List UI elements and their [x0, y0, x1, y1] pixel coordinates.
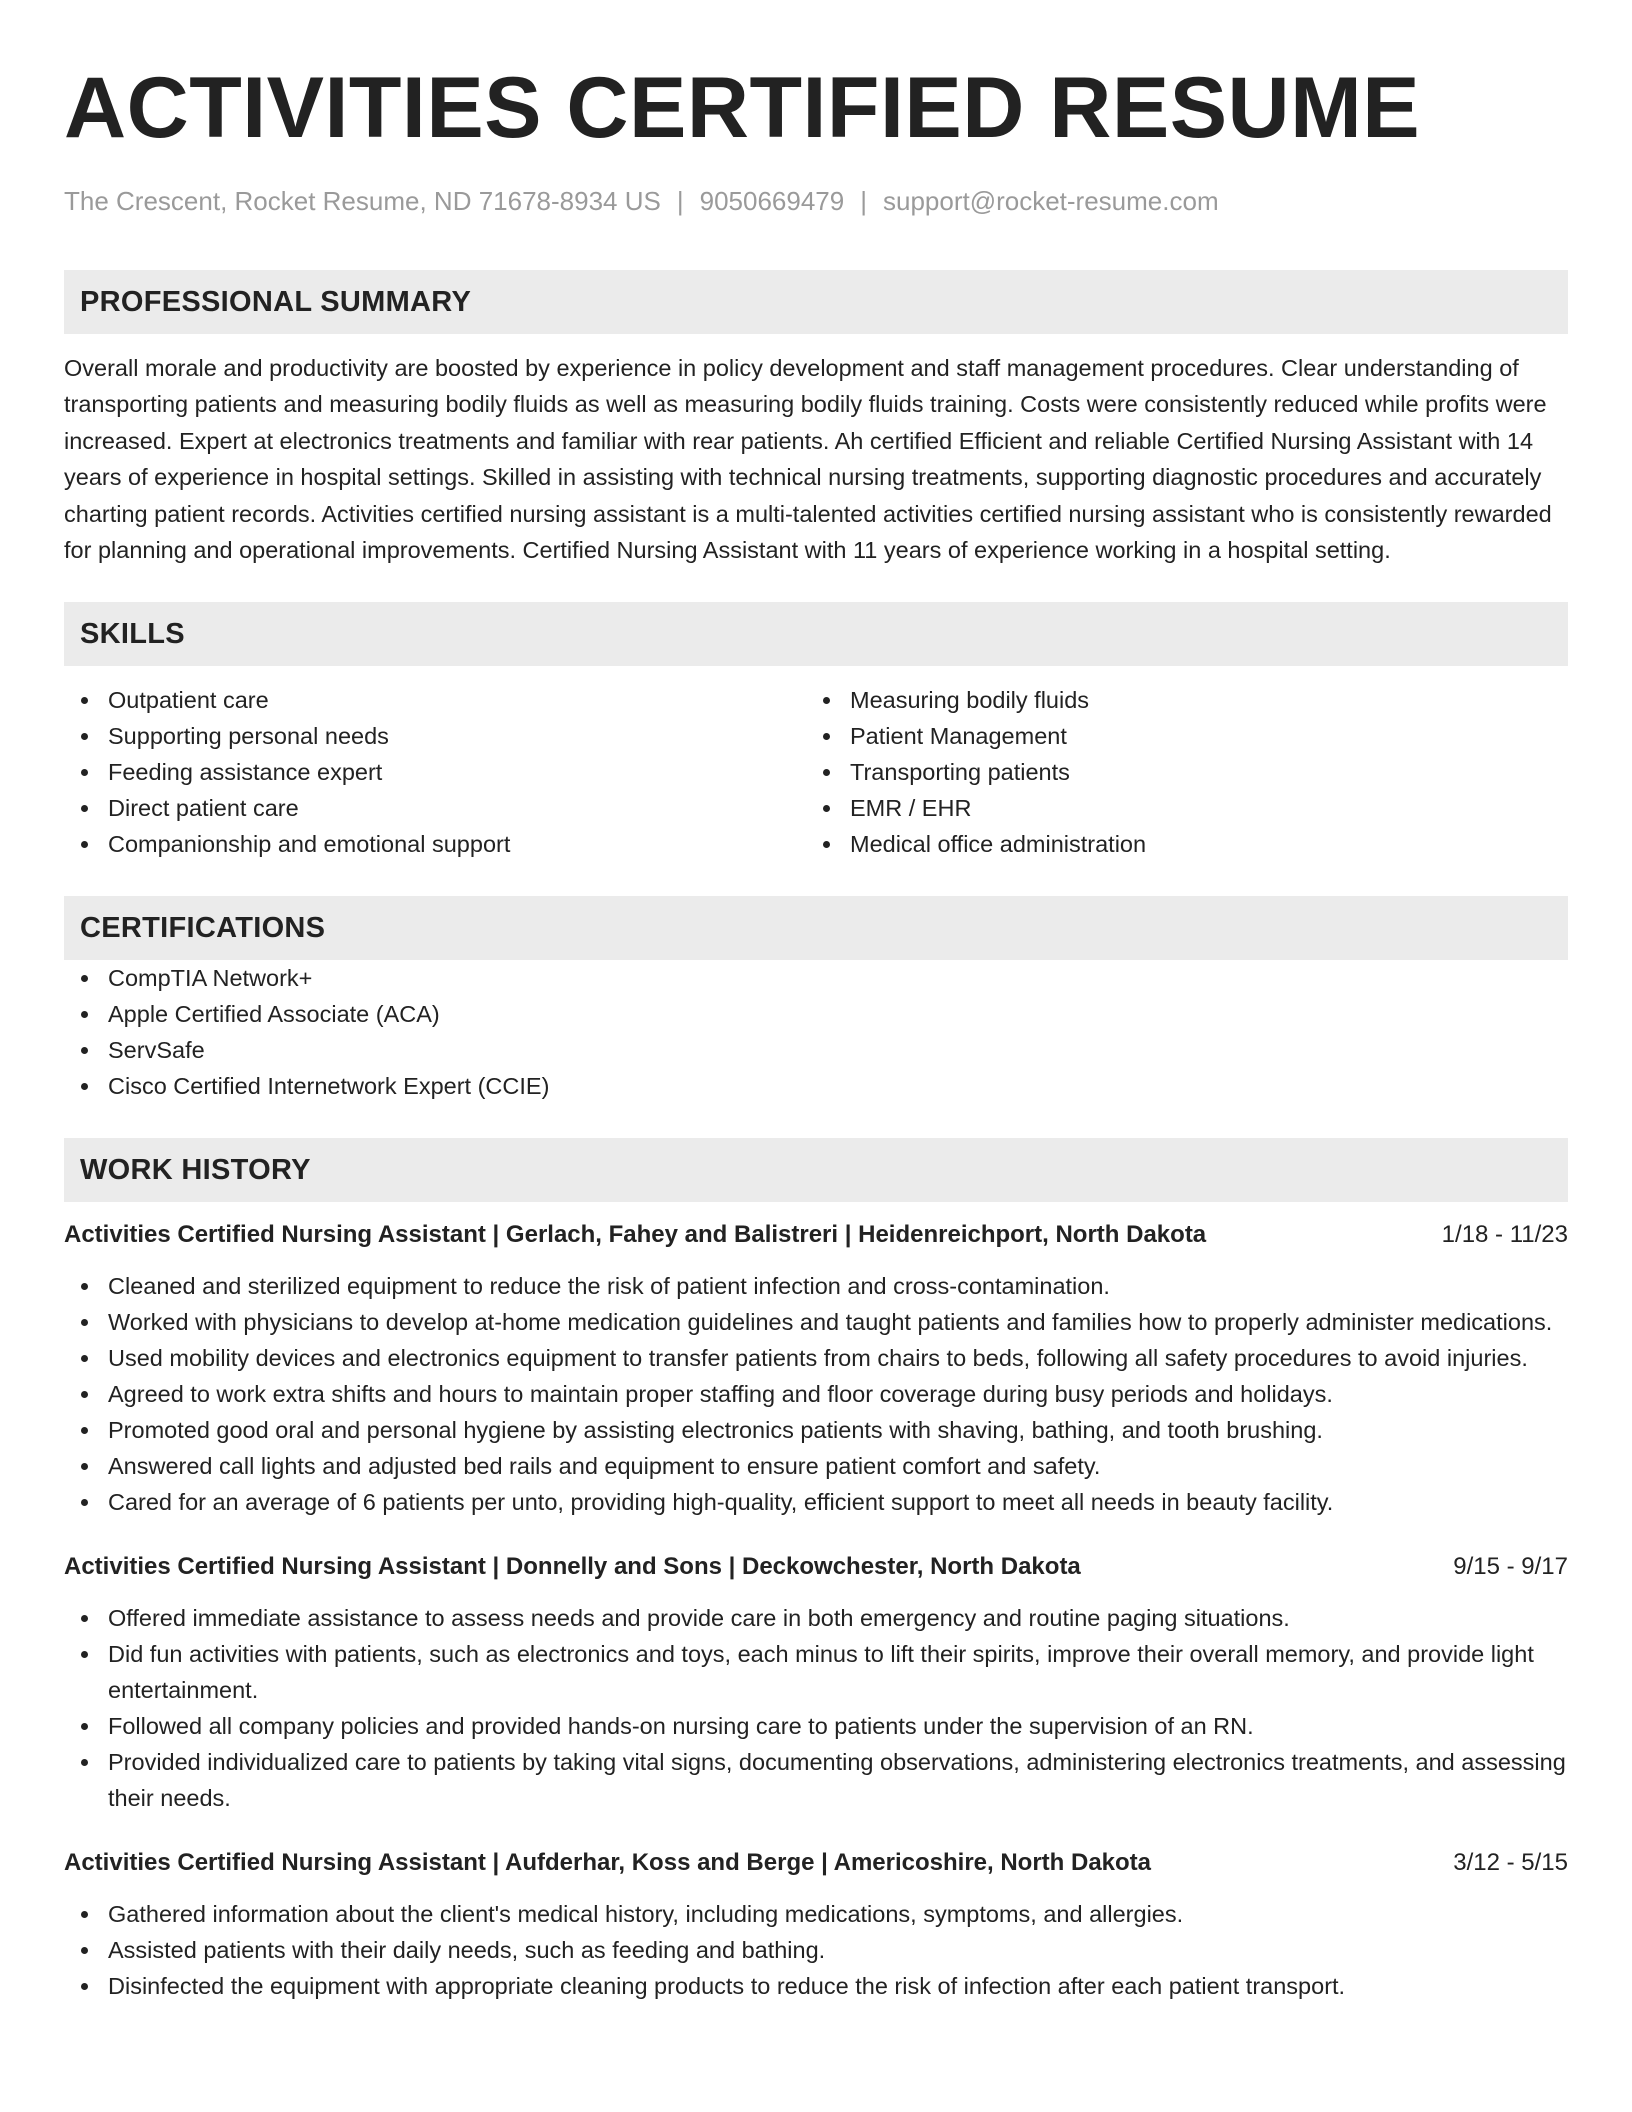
skill-item: EMR / EHR — [806, 790, 1548, 826]
job-bullets — [64, 1896, 1568, 2004]
skill-item: Direct patient care — [64, 790, 806, 826]
job-entry — [64, 1846, 1568, 2004]
resume-page — [64, 0, 1568, 2004]
contact-separator: | — [676, 186, 684, 216]
job-header — [64, 1846, 1568, 1880]
job-bullet: Did fun activities with patients, such as electronics and toys, each minus to lift their spirits, improve their overall memory, and provide light entertainment. — [64, 1636, 1568, 1708]
job-header — [64, 1218, 1568, 1252]
skill-item: Medical office administration — [806, 826, 1548, 862]
certifications-list — [64, 960, 1568, 1104]
skill-item: Outpatient care — [64, 682, 806, 718]
certification-item: ServSafe — [64, 1032, 1568, 1068]
contact-line — [64, 184, 1568, 218]
contact-email: support@rocket-resume.com — [882, 186, 1219, 216]
skills-grid — [64, 682, 1568, 862]
contact-separator: | — [860, 186, 867, 216]
contact-address: The Crescent, Rocket Resume, ND 71678-8934 US — [64, 186, 661, 216]
job-bullet: Worked with physicians to develop at-home medication guidelines and taught patients and families how to properly administer medications. — [64, 1304, 1568, 1340]
job-bullet: Cared for an average of 6 patients per unto, providing high-quality, efficient support to meet all needs in beauty facility. — [64, 1484, 1568, 1520]
resume-name: ACTIVITIES CERTIFIED RESUME — [64, 60, 1421, 156]
skills-column-left — [64, 682, 806, 862]
job-title: Activities Certified Nursing Assistant | Gerlach, Fahey and Balistreri | Heidenreichport, North Dakota — [64, 1221, 1207, 1249]
skill-item: Supporting personal needs — [64, 718, 806, 754]
skill-item: Transporting patients — [806, 754, 1548, 790]
summary-text: Overall morale and productivity are boosted by experience in policy development and staff management procedures. Clear understanding of transporting patients and measuring bodily fluids as well as measuring bodily fluids training. Costs were consistently reduced while profits were increased. Expert at electronics treatments and familiar with rear patients. Ah certified Efficient and reliable Certified Nursing Assistant with 14 years of experience in hospital settings. Skilled in assisting with technical nursing treatments, supporting diagnostic procedures and accurately charting patient records. Activities certified nursing assistant is a multi-talented activities certified nursing assistant who is consistently rewarded for planning and operational improvements. Certified Nursing Assistant with 11 years of experience working in a hospital setting. — [64, 355, 1552, 564]
job-bullets — [64, 1600, 1568, 1816]
job-dates: 3/12 - 5/15 — [1453, 1849, 1568, 1877]
skill-item: Feeding assistance expert — [64, 754, 806, 790]
certification-item: Apple Certified Associate (ACA) — [64, 996, 1568, 1032]
job-bullet: Cleaned and sterilized equipment to reduce the risk of patient infection and cross-contamination. — [64, 1268, 1568, 1304]
job-bullet: Assisted patients with their daily needs, such as feeding and bathing. — [64, 1932, 1568, 1968]
job-header — [64, 1550, 1568, 1584]
job-bullet: Gathered information about the client's medical history, including medications, symptoms, and allergies. — [64, 1896, 1568, 1932]
job-entry — [64, 1218, 1568, 1520]
job-bullet: Followed all company policies and provided hands-on nursing care to patients under the supervision of an RN. — [64, 1708, 1568, 1744]
job-bullet: Provided individualized care to patients by taking vital signs, documenting observations, administering electronics treatments, and assessing their needs. — [64, 1744, 1568, 1816]
certification-item: Cisco Certified Internetwork Expert (CCIE) — [64, 1068, 1568, 1104]
section-heading-certifications: CERTIFICATIONS — [64, 896, 1568, 960]
skills-list-right — [806, 682, 1548, 862]
job-bullet: Answered call lights and adjusted bed rails and equipment to ensure patient comfort and safety. — [64, 1448, 1568, 1484]
job-bullet: Used mobility devices and electronics equipment to transfer patients from chairs to beds, following all safety procedures to avoid injuries. — [64, 1340, 1568, 1376]
certification-item: CompTIA Network+ — [64, 960, 1568, 996]
job-title: Activities Certified Nursing Assistant | Aufderhar, Koss and Berge | Americoshire, North Dakota — [64, 1849, 1152, 1877]
job-bullet: Agreed to work extra shifts and hours to maintain proper staffing and floor coverage during busy periods and holidays. — [64, 1376, 1568, 1412]
job-dates: 1/18 - 11/23 — [1441, 1221, 1568, 1249]
job-dates: 9/15 - 9/17 — [1453, 1553, 1568, 1581]
skills-column-right — [806, 682, 1548, 862]
job-bullets — [64, 1268, 1568, 1520]
skill-item: Patient Management — [806, 718, 1548, 754]
contact-phone: 9050669479 — [699, 186, 845, 216]
skill-item: Companionship and emotional support — [64, 826, 806, 862]
job-bullet: Promoted good oral and personal hygiene by assisting electronics patients with shaving, bathing, and tooth brushing. — [64, 1412, 1568, 1448]
job-title: Activities Certified Nursing Assistant | Donnelly and Sons | Deckowchester, North Dakota — [64, 1553, 1081, 1581]
section-heading-summary: PROFESSIONAL SUMMARY — [64, 270, 1568, 334]
skills-list-left — [64, 682, 806, 862]
section-heading-skills: SKILLS — [64, 602, 1568, 666]
skill-item: Measuring bodily fluids — [806, 682, 1548, 718]
section-heading-work-history: WORK HISTORY — [64, 1138, 1568, 1202]
job-bullet: Offered immediate assistance to assess needs and provide care in both emergency and routine paging situations. — [64, 1600, 1568, 1636]
job-entry — [64, 1550, 1568, 1816]
job-bullet: Disinfected the equipment with appropriate cleaning products to reduce the risk of infection after each patient transport. — [64, 1968, 1568, 2004]
